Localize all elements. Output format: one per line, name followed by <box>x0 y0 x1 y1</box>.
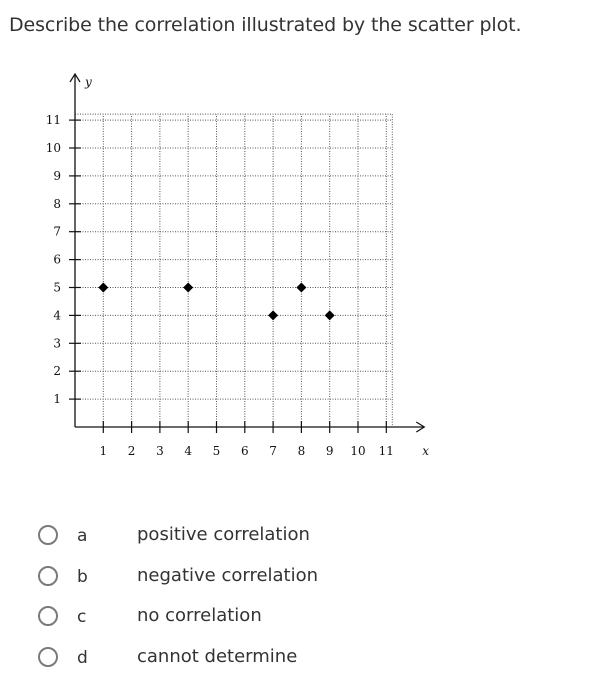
x-tick-label: 11 <box>378 444 394 458</box>
y-tick-label: 8 <box>53 196 61 211</box>
radio-button-d[interactable] <box>38 647 58 667</box>
y-tick-label: 3 <box>53 336 61 351</box>
option-letter-d: d <box>77 647 88 668</box>
option-text-a: positive correlation <box>137 524 310 545</box>
option-letter-a: a <box>77 526 88 546</box>
question-text: Describe the correlation illustrated by the scatter plot. <box>9 14 522 36</box>
y-tick-label: 2 <box>53 364 61 379</box>
x-tick-label: 5 <box>212 444 221 458</box>
x-tick-label: 2 <box>127 444 136 458</box>
option-c[interactable] <box>38 602 398 632</box>
x-axis-label: x <box>422 444 430 458</box>
data-point <box>98 283 108 293</box>
option-letter-b: b <box>77 566 88 587</box>
axes <box>70 74 424 432</box>
radio-button-a[interactable] <box>38 525 58 545</box>
option-d[interactable] <box>38 643 398 673</box>
option-text-d: cannot determine <box>137 645 298 667</box>
radio-button-b[interactable] <box>38 566 58 586</box>
y-tick-label: 6 <box>53 252 61 267</box>
x-tick-label: 10 <box>350 444 366 458</box>
y-tick-label: 1 <box>53 392 61 407</box>
x-tick-label: 4 <box>184 444 193 458</box>
data-point <box>296 283 306 293</box>
x-tick-label: 3 <box>156 444 164 458</box>
y-tick-label: 7 <box>53 224 61 239</box>
x-tick-label: 1 <box>99 444 108 458</box>
option-a[interactable] <box>38 521 398 551</box>
data-point <box>325 310 335 320</box>
x-tick-label: 6 <box>240 444 249 458</box>
y-tick-label: 5 <box>53 280 61 295</box>
ticks <box>46 113 394 458</box>
data-point <box>183 283 193 293</box>
x-tick-label: 9 <box>325 444 334 458</box>
data-point <box>268 310 278 320</box>
y-tick-label: 9 <box>53 168 61 183</box>
option-letter-c: c <box>77 607 87 627</box>
y-tick-label: 4 <box>53 308 61 323</box>
radio-button-c[interactable] <box>38 606 58 626</box>
x-tick-label: 8 <box>297 444 306 458</box>
option-b[interactable] <box>38 562 398 592</box>
y-tick-label: 10 <box>45 141 61 155</box>
grid <box>75 114 392 427</box>
option-text-b: negative correlation <box>137 564 319 586</box>
option-text-c: no correlation <box>137 605 262 626</box>
y-tick-label: 11 <box>45 113 61 128</box>
y-axis-label: y <box>85 75 92 89</box>
x-tick-label: 7 <box>269 444 277 458</box>
